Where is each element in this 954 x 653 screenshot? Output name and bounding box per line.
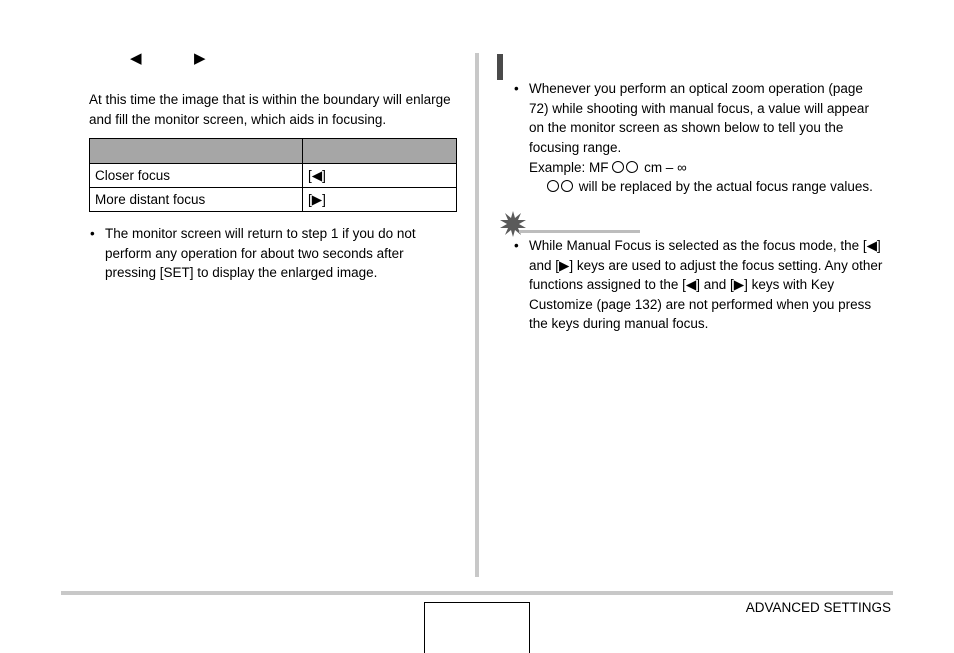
note-rule — [519, 230, 640, 233]
table-cell-label: More distant focus — [90, 188, 303, 212]
table-row — [90, 164, 457, 188]
example-line — [529, 158, 687, 178]
important-burst-icon — [500, 211, 526, 237]
table-cell-key: [▶] — [303, 188, 457, 212]
table-cell-key: [◀] — [303, 164, 457, 188]
list-item: • Whenever you perform an optical zoom operation (page 72) while shooting with manual focus, a value will appear on the monitor screen as shown below to tell you the focusing range. — [513, 79, 885, 157]
footer-rule — [61, 591, 893, 595]
footer-section-title: ADVANCED SETTINGS — [745, 600, 891, 615]
example-prefix: Example: MF — [529, 160, 609, 175]
list-item: • The monitor screen will return to step 1 if you do not perform any operation for about two seconds after pressing [SET] to display the enlarged image. — [89, 224, 435, 283]
example-suffix: cm – ∞ — [644, 160, 687, 175]
right-arrow-icon: ▶ — [194, 50, 206, 67]
replace-note: will be replaced by the actual focus range values. — [578, 179, 873, 194]
table-header-cell — [303, 139, 457, 164]
table-cell-label: Closer focus — [90, 164, 303, 188]
circle-placeholder-icon — [612, 160, 640, 175]
focus-table — [89, 138, 457, 212]
left-bullet-list — [89, 224, 435, 283]
page-number-box — [424, 602, 530, 653]
note-bullet-list — [513, 236, 891, 334]
table-header-cell — [90, 139, 303, 164]
right-bullet-list — [513, 79, 885, 157]
table-row — [90, 188, 457, 212]
intro-paragraph: At this time the image that is within the boundary will enlarge and fill the monitor screen, which aids in focusing. — [89, 92, 451, 127]
left-arrow-icon: ◀ — [130, 50, 142, 67]
circle-placeholder-icon — [547, 179, 575, 194]
replace-note-line — [547, 177, 873, 197]
section-heading-bar — [497, 54, 503, 80]
column-divider — [475, 53, 479, 577]
list-item: • While Manual Focus is selected as the focus mode, the [◀] and [▶] keys are used to adjust the focus setting. Any other functions assigned to the [◀] and [▶] keys with Key Customize (page 132) are not performed when you press the keys during manual focus. — [513, 236, 891, 334]
table-header-row — [90, 139, 457, 164]
